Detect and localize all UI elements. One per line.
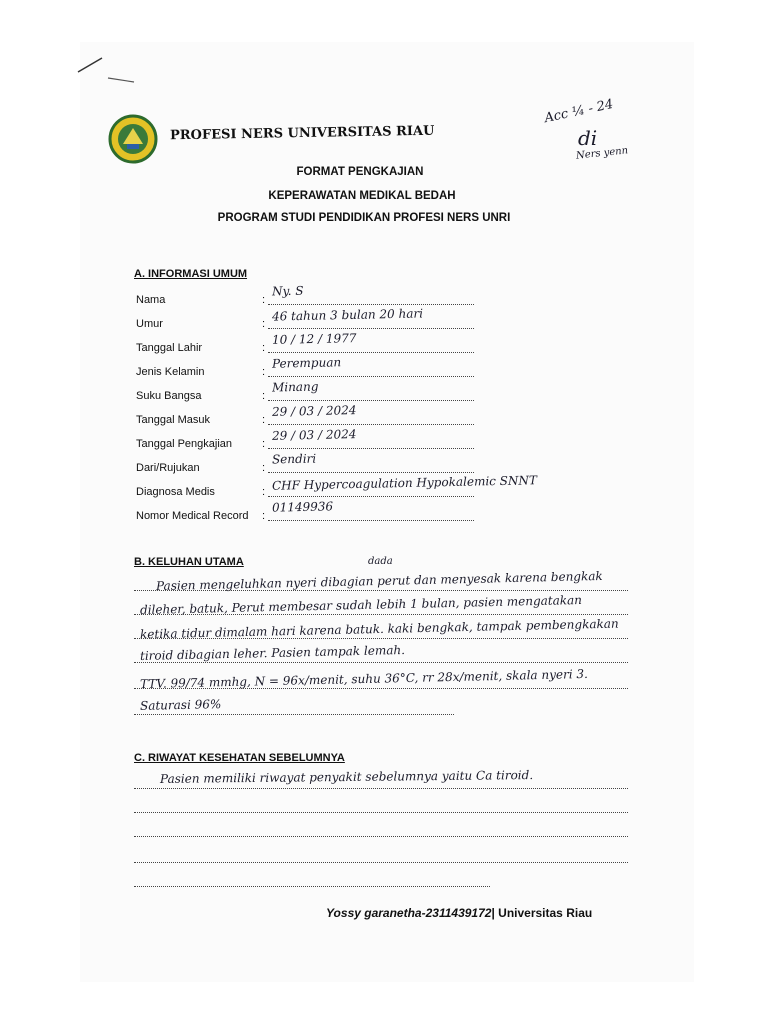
keluhan-underline: [134, 688, 628, 689]
field-underline: [268, 400, 474, 401]
riwayat-underline: [134, 886, 490, 887]
footer-separator: |: [491, 906, 495, 920]
field-value: CHF Hypercoagulation Hypokalemic SNNT: [271, 473, 538, 493]
field-underline: [268, 304, 474, 305]
field-value: Sendiri: [271, 451, 317, 467]
field-underline: [268, 472, 474, 473]
approval-note-mark: di: [578, 126, 598, 150]
section-c-title: [134, 752, 345, 764]
institution-name: PROFESI NERS UNIVERSITAS RIAU: [169, 123, 435, 144]
section-b-title-text: B. KELUHAN UTAMA: [134, 556, 244, 568]
field-underline: [268, 496, 474, 497]
keluhan-line: Saturasi 96%: [139, 697, 222, 713]
section-a-title-text: A. INFORMASI UMUM: [134, 268, 248, 280]
riwayat-underline: [134, 812, 628, 813]
footer: [326, 906, 592, 920]
field-label: Diagnosa Medis: [136, 486, 215, 498]
riwayat-underline: [134, 788, 628, 789]
keluhan-insert-word: dada: [368, 556, 393, 567]
field-colon: :: [262, 342, 266, 354]
keluhan-line: TTV. 99/74 mmhg, N = 96x/menit, suhu 36°C, rr 28x/menit, skala nyeri 3.: [139, 666, 589, 692]
field-underline: [268, 424, 474, 425]
field-label: Tanggal Masuk: [136, 414, 210, 426]
keluhan-underline: [134, 662, 628, 663]
field-label: Nama: [136, 294, 166, 306]
field-underline: [268, 448, 474, 449]
approval-note-date: Acc ¼ - 24: [543, 96, 615, 127]
field-colon: :: [262, 294, 266, 306]
field-colon: :: [262, 486, 266, 498]
form-title-1: FORMAT PENGKAJIAN: [296, 166, 424, 178]
riwayat-line: Pasien memiliki riwayat penyakit sebelumnya yaitu Ca tiroid.: [159, 768, 534, 786]
field-underline: [268, 376, 474, 377]
field-label: Jenis Kelamin: [136, 366, 205, 378]
field-label: Umur: [136, 318, 163, 330]
field-underline: [268, 328, 474, 329]
approval-signature: Ners yenn: [575, 145, 629, 162]
field-value: Perempuan: [271, 355, 342, 371]
field-value: 29 / 03 / 2024: [271, 403, 357, 419]
keluhan-line: ketika tidur dimalam hari karena batuk. kaki bengkak, tampak pembengkakan: [139, 616, 619, 642]
field-colon: :: [262, 510, 266, 522]
riwayat-underline: [134, 862, 628, 863]
section-b-title: [134, 556, 244, 568]
field-value: 01149936: [271, 499, 334, 515]
university-logo: [108, 114, 158, 164]
field-value: 29 / 03 / 2024: [271, 427, 357, 443]
field-colon: :: [262, 366, 266, 378]
form-title-3: PROGRAM STUDI PENDIDIKAN PROFESI NERS UNRI: [217, 212, 511, 224]
keluhan-line: Pasien mengeluhkan nyeri dibagian perut dan menyesak karena bengkak: [155, 568, 603, 594]
keluhan-underline: [134, 714, 454, 715]
section-c-title-text: C. RIWAYAT KESEHATAN SEBELUMNYA: [134, 752, 345, 764]
field-colon: :: [262, 318, 266, 330]
field-value: Ny. S: [271, 283, 304, 299]
keluhan-underline: [134, 638, 628, 639]
field-value: 10 / 12 / 1977: [271, 331, 357, 347]
pen-mark: [74, 50, 144, 90]
section-a-title: [134, 268, 247, 280]
field-label: Dari/Rujukan: [136, 462, 200, 474]
field-underline: [268, 520, 474, 521]
footer-university: Universitas Riau: [498, 906, 593, 920]
field-colon: :: [262, 414, 266, 426]
form-title-2: KEPERAWATAN MEDIKAL BEDAH: [268, 190, 456, 202]
field-label: Suku Bangsa: [136, 390, 202, 402]
field-label: Tanggal Pengkajian: [136, 438, 233, 450]
keluhan-line: dileher, batuk, Perut membesar sudah lebih 1 bulan, pasien mengatakan: [139, 592, 583, 618]
riwayat-underline: [134, 836, 628, 837]
field-value: Minang: [271, 379, 319, 395]
keluhan-line: tiroid dibagian leher. Pasien tampak lemah.: [139, 642, 406, 664]
field-label: Nomor Medical Record: [136, 510, 249, 522]
keluhan-underline: [134, 614, 628, 615]
field-colon: :: [262, 390, 266, 402]
field-colon: :: [262, 462, 266, 474]
keluhan-underline: [134, 590, 628, 591]
footer-author: Yossy garanetha-2311439172: [326, 906, 492, 920]
field-value: 46 tahun 3 bulan 20 hari: [271, 306, 424, 324]
field-colon: :: [262, 438, 266, 450]
field-underline: [268, 352, 474, 353]
field-label: Tanggal Lahir: [136, 342, 203, 354]
